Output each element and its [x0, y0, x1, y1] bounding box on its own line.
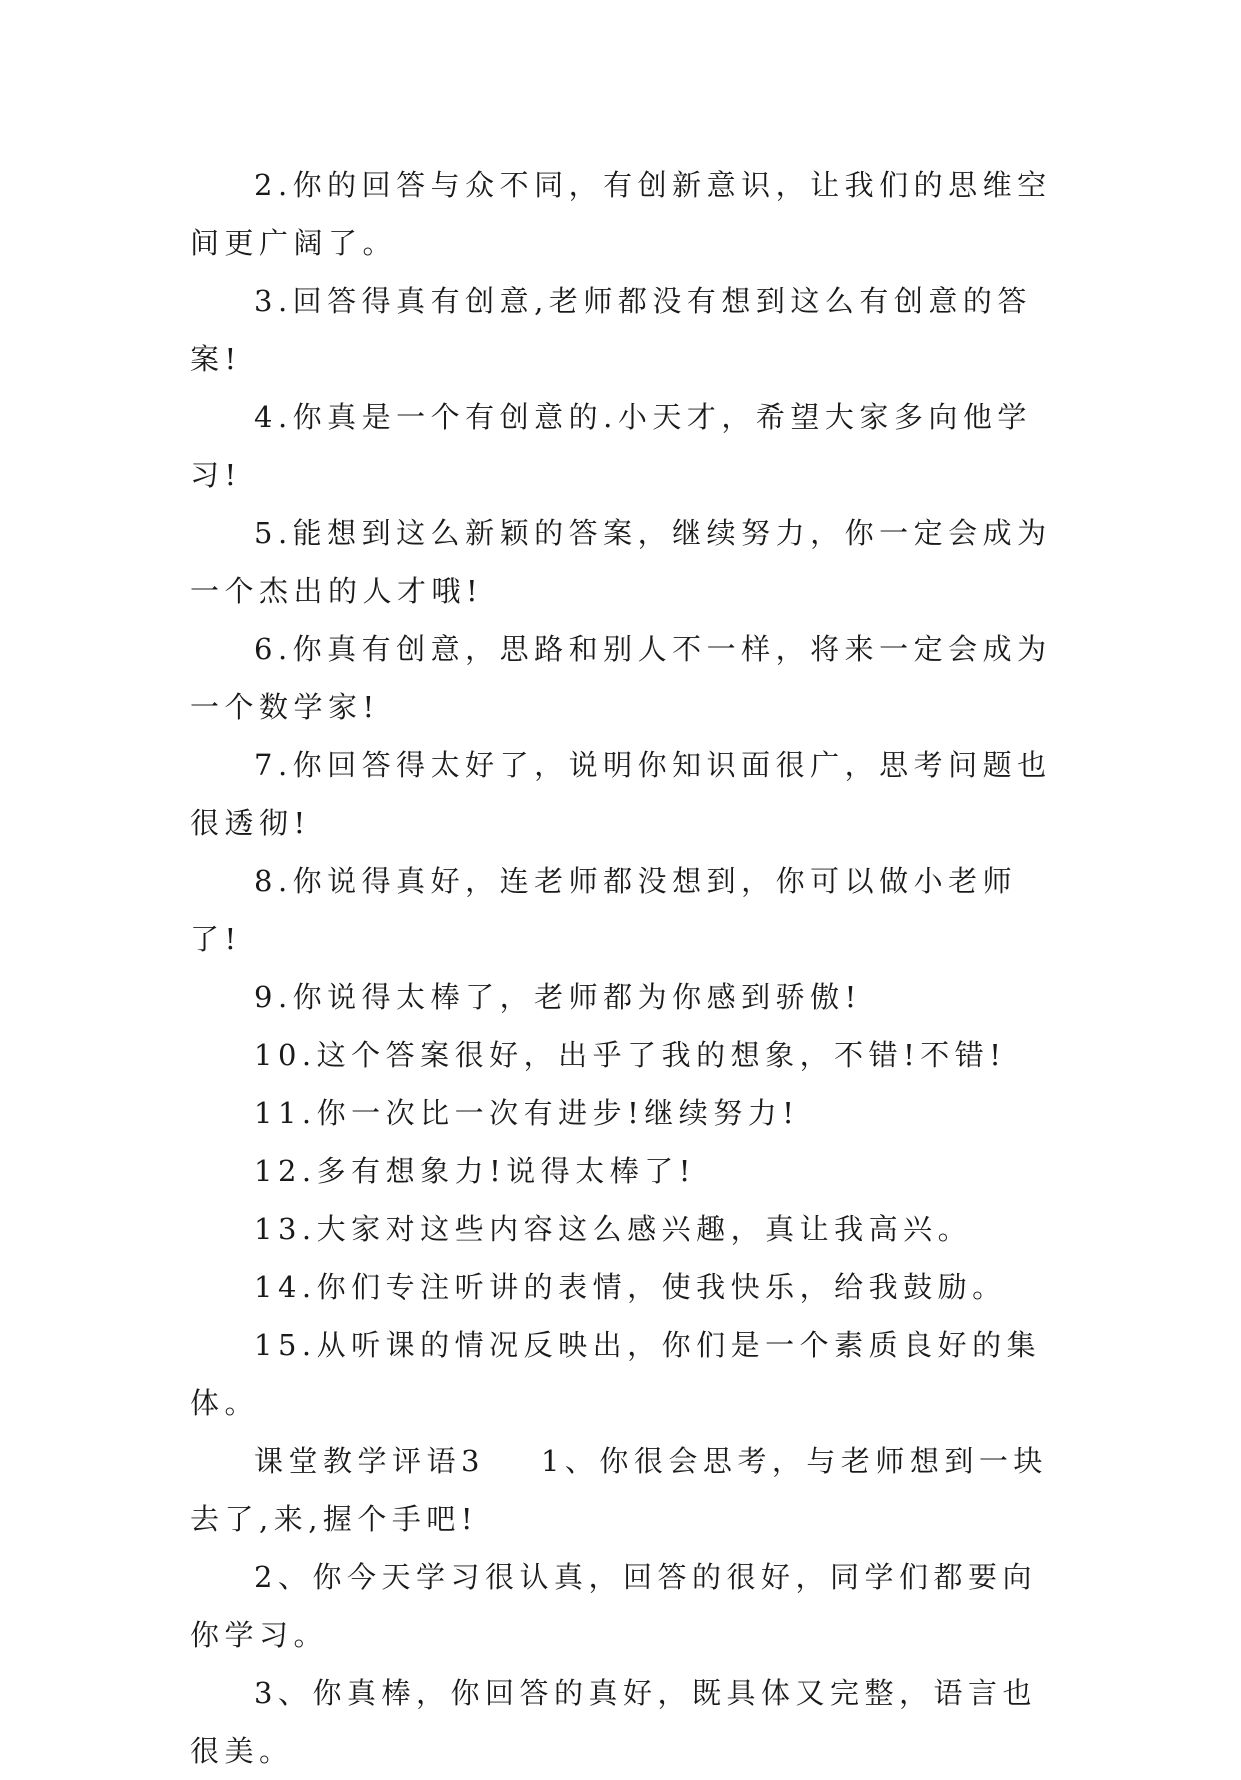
paragraph: 5.能想到这么新颖的答案，继续努力，你一定会成为一个杰出的人才哦!	[190, 516, 1052, 608]
paragraph: 13.大家对这些内容这么感兴趣，真让我高兴。	[254, 1212, 973, 1246]
document-body	[190, 156, 1060, 1780]
paragraph: 3、你真棒，你回答的真好，既具体又完整，语言也很美。	[190, 1676, 1037, 1768]
section-heading: 课堂教学评语3	[254, 1444, 485, 1478]
section-first-item: 1、你很会思考，与老师想到一块去了,来,握个手吧!	[190, 1444, 1048, 1536]
section-paragraph	[190, 1432, 1060, 1548]
paragraph: 9.你说得太棒了，老师都为你感到骄傲!	[254, 980, 862, 1014]
paragraph: 14.你们专注听讲的表情，使我快乐，给我鼓励。	[254, 1270, 1007, 1304]
paragraph: 3.回答得真有创意,老师都没有想到这么有创意的答案!	[190, 284, 1032, 376]
paragraph: 10.这个答案很好，出乎了我的想象，不错!不错!	[254, 1038, 1007, 1072]
paragraph: 8.你说得真好，连老师都没想到，你可以做小老师了!	[190, 864, 1018, 956]
paragraph: 2.你的回答与众不同，有创新意识，让我们的思维空间更广阔了。	[190, 168, 1052, 260]
paragraph: 11.你一次比一次有进步!继续努力!	[254, 1096, 800, 1130]
paragraph: 4.你真是一个有创意的.小天才，希望大家多向他学习!	[190, 400, 1032, 492]
paragraph: 2、你今天学习很认真，回答的很好，同学们都要向你学习。	[190, 1560, 1037, 1652]
paragraph: 12.多有想象力!说得太棒了!	[254, 1154, 696, 1188]
paragraph: 7.你回答得太好了，说明你知识面很广，思考问题也很透彻!	[190, 748, 1052, 840]
paragraph: 15.从听课的情况反映出，你们是一个素质良好的集体。	[190, 1328, 1042, 1420]
paragraph: 6.你真有创意，思路和别人不一样，将来一定会成为一个数学家!	[190, 632, 1052, 724]
